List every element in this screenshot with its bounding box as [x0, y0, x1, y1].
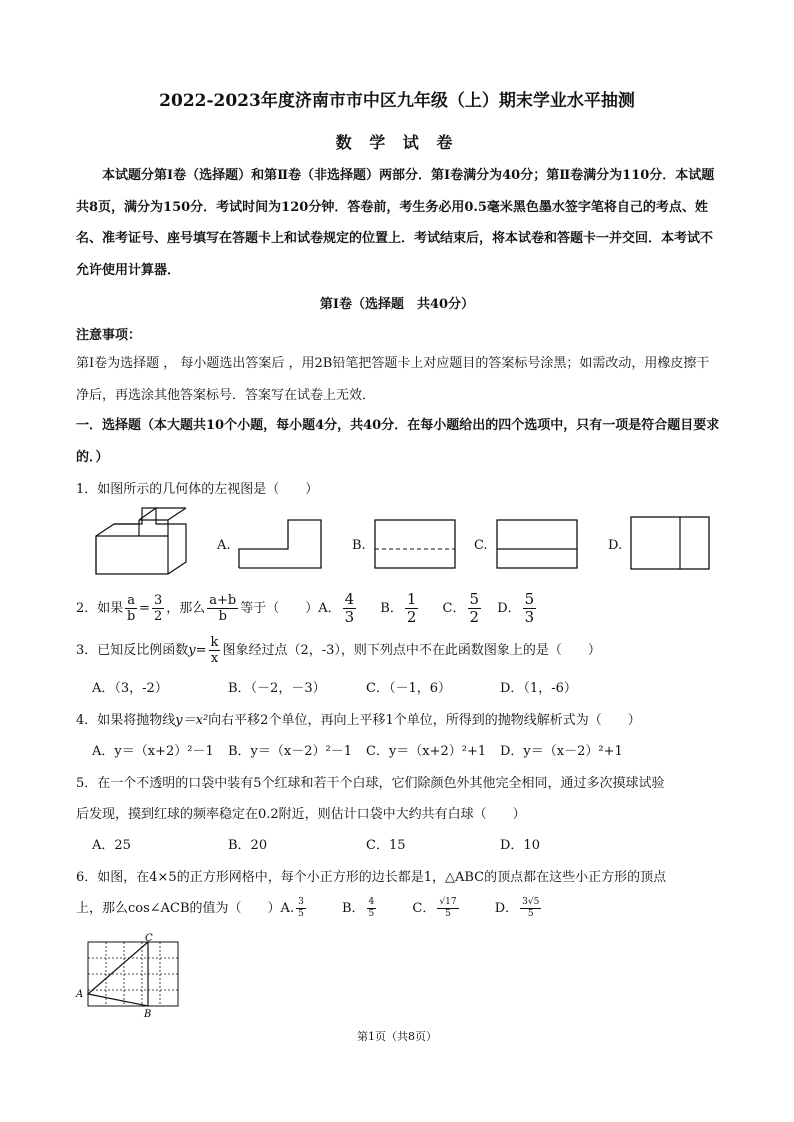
q2-equals: = [139, 601, 150, 616]
exam-title: 2022-2023年度济南市市中区九年级（上）期末学业水平抽测 [159, 91, 635, 111]
section-heading: 第Ⅰ卷（选择题 共40分） [319, 297, 475, 312]
q5-line-1: 5．在一个不透明的口袋中装有5个红球和若干个白球，它们除颜色外其他完全相同，通过多次摸球试验 [76, 776, 665, 791]
q5-option-a: A．25 [92, 838, 131, 853]
q3-function-name: y [188, 643, 196, 658]
q2-mid: ，那么 [166, 601, 206, 616]
q6-option-d-label: D． [494, 901, 519, 916]
q6-point-b: B [144, 1009, 152, 1020]
q4-line [76, 709, 641, 728]
q1-option-a-label: A. [217, 538, 231, 553]
q3-line [76, 636, 601, 665]
q5-line-2: 后发现，摸到红球的频率稳定在0.2附近，则估计口袋中大约共有白球（ ） [76, 807, 526, 822]
q2-option-d: $\frac{5}{3}$ [524, 590, 535, 626]
exam-subtitle: 数 学 试 卷 [335, 133, 459, 152]
q2-given-value: $\frac{3}{2}$ [153, 593, 163, 624]
q3-prefix: 3．已知反比例函数 [76, 643, 189, 658]
q5-option-c: C．15 [366, 838, 406, 853]
q2-option-a: $\frac{4}{3}$ [344, 590, 355, 626]
q2-option-b-label: B． [380, 601, 403, 616]
q2-ask-fraction: $\frac{a+b}{b}$ [209, 593, 237, 624]
q6-line-1: 6．如图，在4×5的正方形网格中，每个小正方形的边长都是1，△ABC的顶点都在这些小正方形的顶点 [76, 870, 667, 885]
q5-option-b: B．20 [228, 838, 268, 853]
q4-option-b: B．y＝（x－2）²－1 [228, 744, 352, 759]
q2-given-ratio: $\frac{a}{b}$ [127, 593, 136, 624]
q1-option-c-figure [496, 519, 578, 569]
q5-option-d: D．10 [500, 838, 540, 853]
q3-function-fraction: $\frac{k}{x}$ [210, 635, 219, 666]
q6-line-2 [76, 897, 543, 921]
q1-option-d-figure [630, 516, 710, 570]
page-footer: 第1页（共8页） [357, 1030, 437, 1043]
q3-option-d: D．（1，-6） [500, 681, 577, 696]
q1-option-d-label: D. [608, 538, 623, 553]
q6-option-c-label: C． [412, 901, 436, 916]
q2-option-c-label: C． [442, 601, 466, 616]
q4-option-d: D．y＝（x－2）²+1 [500, 744, 623, 759]
q4-suffix: 向右平移2个单位，再向上平移1个单位，所得到的抛物线解析式为（ ） [208, 713, 641, 728]
q6-grid-figure [76, 934, 186, 1020]
q1-option-b-figure [374, 519, 456, 569]
q3-suffix: 图象经过点（2，-3），则下列点中不在此函数图象上的是（ ） [222, 643, 601, 658]
q6-option-b: $\frac{4}{5}$ [368, 897, 375, 919]
part-title: 一．选择题（本大题共10个小题，每小题4分，共40分．在每小题给出的四个选项中，只有一项是符合题目要求的．） [76, 418, 720, 465]
q1-option-c-label: C. [474, 538, 488, 553]
q4-expression: y＝x² [175, 713, 209, 728]
q2-line [76, 592, 538, 625]
q6-option-c: $\frac{√17}{5}$ [439, 897, 457, 919]
notice-text: 第Ⅰ卷为选择题 ， 每小题选出答案后 ，用2B铅笔把答题卡上对应题目的答案标号涂黑；如需改动，用橡皮擦干净后，再选涂其他答案标号．答案写在试卷上无效． [76, 356, 710, 403]
q2-prefix: 2．如果 [76, 601, 124, 616]
q3-option-a: A．（3，-2） [92, 681, 168, 696]
q3-option-b: B．（－2，－3） [228, 681, 326, 696]
q6-point-c: C [145, 933, 153, 944]
q4-option-c: C．y＝（x+2）²+1 [366, 744, 487, 759]
q1-stem: 1．如图所示的几何体的左视图是（ ） [76, 482, 319, 497]
q3-equals: = [195, 643, 207, 658]
q6-option-b-label: B． [341, 901, 365, 916]
q1-option-b-label: B. [352, 538, 366, 553]
q2-option-d-label: D． [497, 601, 521, 616]
q6-option-a: $\frac{3}{5}$ [298, 897, 304, 919]
intro-paragraph: 本试题分第Ⅰ卷（选择题）和第Ⅱ卷（非选择题）两部分．第Ⅰ卷满分为40分；第Ⅱ卷满分为110分．本试题共8页，满分为150分．考试时间为120分钟．答卷前，考生务必用0.5毫米黑色墨水签字笔将自己的考点、姓名、准考证号、座号填写在答题卡上和试卷规定的位置上．考试结束后，将本试卷和答题卡一并交回．本考试不允许使用计算器． [76, 168, 715, 278]
q3-option-c: C．（－1，6） [366, 681, 451, 696]
notice-label: 注意事项： [76, 328, 142, 343]
q2-option-c: $\frac{5}{2}$ [469, 590, 480, 626]
q6-point-a: A [76, 989, 84, 1000]
q2-option-b: $\frac{1}{2}$ [406, 590, 417, 626]
q4-option-a: A．y＝（x+2）²－1 [92, 744, 214, 759]
q4-prefix: 4．如果将抛物线 [76, 713, 176, 728]
q1-solid-figure [94, 506, 194, 576]
q6-option-d: $\frac{3√5}{5}$ [522, 897, 540, 919]
q2-suffix: 等于（ ）A． [240, 601, 341, 616]
q1-option-a-figure [238, 519, 322, 569]
q6-prefix: 上，那么cos∠ACB的值为（ ）A. [76, 901, 295, 916]
